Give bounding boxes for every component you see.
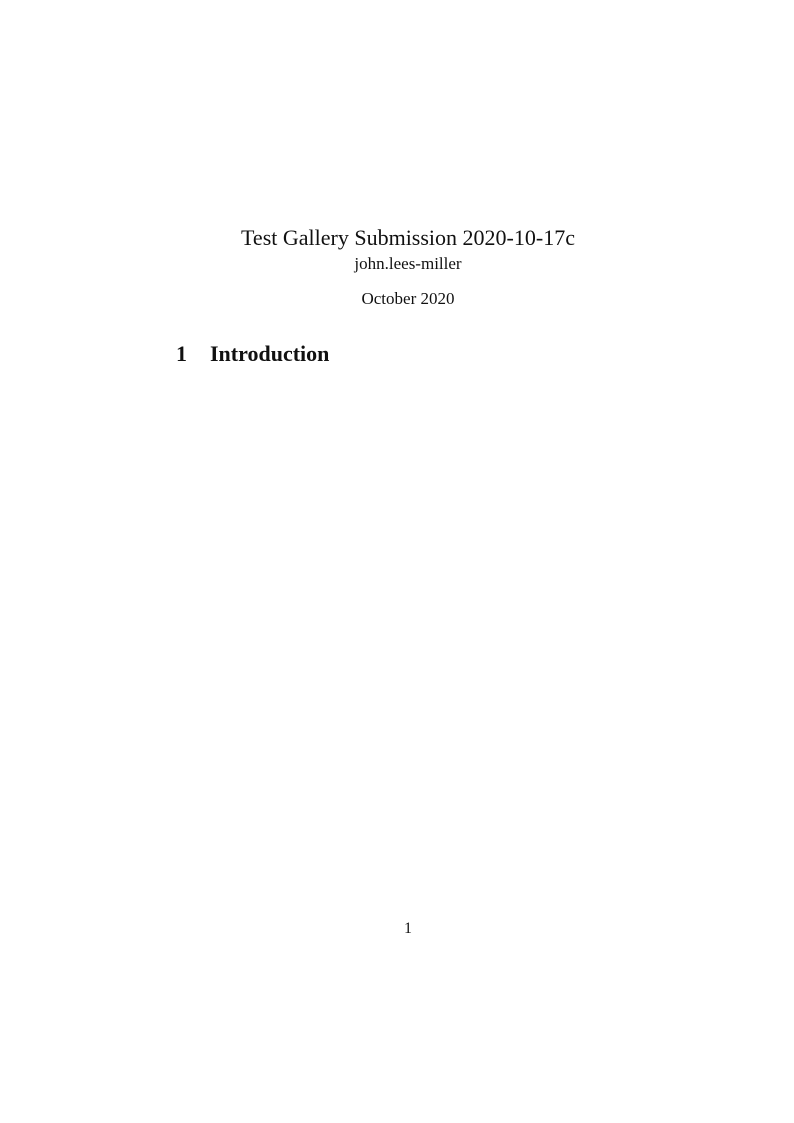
section-title: Introduction (210, 341, 330, 366)
document-author: john.lees-miller (354, 254, 462, 273)
page-number: 1 (404, 920, 412, 937)
section-number: 1 (176, 341, 187, 366)
document-title: Test Gallery Submission 2020-10-17c (241, 224, 575, 250)
section-heading (176, 343, 329, 365)
document-date: October 2020 (361, 289, 455, 308)
text-block (176, 0, 640, 1123)
